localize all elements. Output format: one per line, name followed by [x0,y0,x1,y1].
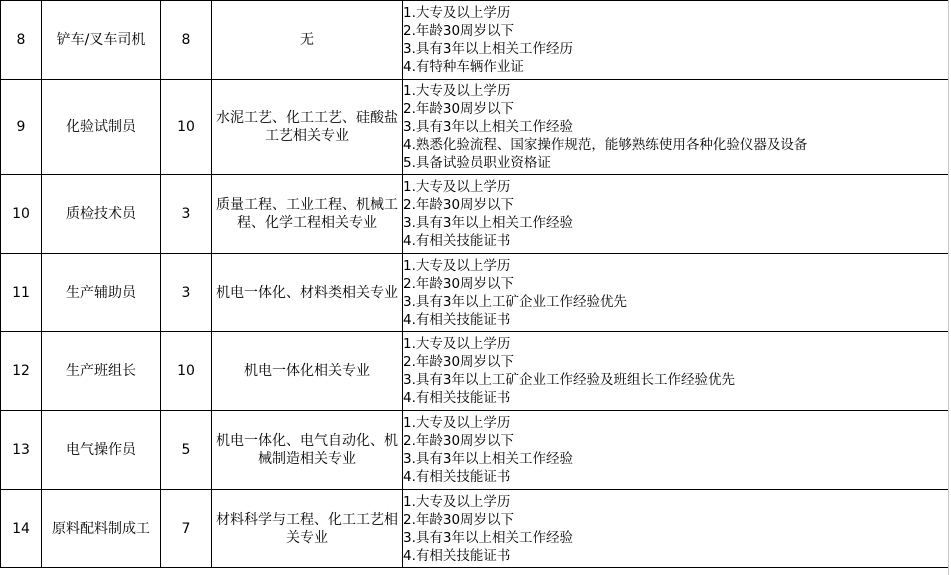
headcount: 5 [161,411,212,490]
requirement-line: 2.年龄30周岁以下 [403,433,515,449]
requirement-line: 3.具有3年以上相关工作经验 [403,529,573,546]
table-row [1,490,949,568]
row-number: 14 [1,490,42,568]
requirements-cell [403,1,949,80]
job-title: 原料配料制成工 [42,490,161,568]
headcount: 10 [161,80,212,175]
headcount: 3 [161,254,212,332]
requirements-cell [403,332,949,411]
major-requirement: 质量工程、工业工程、机械工程、化学工程相关专业 [212,175,403,254]
requirement-line: 3.具有3年以上工矿企业工作经验及班组长工作经验优先 [403,372,735,388]
requirement-line: 1.大专及以上学历 [403,415,511,431]
requirement-line: 2.年龄30周岁以下 [403,197,515,213]
requirement-line: 4.有相关技能证书 [403,469,511,485]
major-requirement: 机电一体化、材料类相关专业 [212,254,403,332]
requirement-line: 2.年龄30周岁以下 [403,23,515,39]
row-number: 13 [1,411,42,490]
headcount: 10 [161,332,212,411]
requirement-line: 1.大专及以上学历 [403,257,511,274]
major-requirement: 机电一体化相关专业 [212,332,403,411]
job-title: 生产班组长 [42,332,161,411]
row-number: 9 [1,80,42,175]
requirement-line: 4.有特种车辆作业证 [403,59,524,75]
row-number: 12 [1,332,42,411]
requirement-line: 3.具有3年以上相关工作经历 [403,41,573,57]
requirement-line: 4.有相关技能证书 [403,547,511,564]
requirement-line: 4.熟悉化验流程、国家操作规范，能够熟练使用各种化验仪器及设备 [403,137,808,153]
headcount: 7 [161,490,212,568]
requirement-line: 2.年龄30周岁以下 [403,275,515,292]
table-row [1,332,949,411]
requirement-line: 3.具有3年以上相关工作经验 [403,451,573,467]
sheet-edge-divider [948,0,949,575]
job-title: 质检技术员 [42,175,161,254]
requirement-line: 2.年龄30周岁以下 [403,354,515,370]
requirement-line: 1.大专及以上学历 [403,336,511,352]
requirement-line: 3.具有3年以上相关工作经验 [403,119,573,135]
job-title: 化验试制员 [42,80,161,175]
requirements-cell [403,175,949,254]
job-title: 生产辅助员 [42,254,161,332]
job-title: 电气操作员 [42,411,161,490]
requirement-line: 2.年龄30周岁以下 [403,101,515,117]
requirements-cell [403,490,949,568]
table-row [1,175,949,254]
major-requirement: 材料科学与工程、化工工艺相关专业 [212,490,403,568]
requirement-line: 1.大专及以上学历 [403,493,511,510]
major-requirement: 无 [212,1,403,80]
requirement-line: 3.具有3年以上工矿企业工作经验优先 [403,293,627,310]
requirement-line: 5.具备试验员职业资格证 [403,155,551,171]
requirement-line: 3.具有3年以上相关工作经验 [403,215,573,231]
row-number: 11 [1,254,42,332]
table-row [1,411,949,490]
row-number: 10 [1,175,42,254]
requirements-cell [403,411,949,490]
requirement-line: 1.大专及以上学历 [403,83,511,99]
major-requirement: 水泥工艺、化工工艺、硅酸盐工艺相关专业 [212,80,403,175]
row-number: 8 [1,1,42,80]
headcount: 3 [161,175,212,254]
requirement-line: 4.有相关技能证书 [403,311,511,328]
major-requirement: 机电一体化、电气自动化、机械制造相关专业 [212,411,403,490]
requirements-cell [403,254,949,332]
requirement-line: 4.有相关技能证书 [403,233,511,249]
requirements-cell [403,80,949,175]
job-title: 铲车/叉车司机 [42,1,161,80]
table-row [1,80,949,175]
table-row [1,1,949,80]
headcount: 8 [161,1,212,80]
requirement-line: 1.大专及以上学历 [403,5,511,21]
requirement-line: 4.有相关技能证书 [403,390,511,406]
table-row [1,254,949,332]
requirement-line: 2.年龄30周岁以下 [403,511,515,528]
requirement-line: 1.大专及以上学历 [403,179,511,195]
